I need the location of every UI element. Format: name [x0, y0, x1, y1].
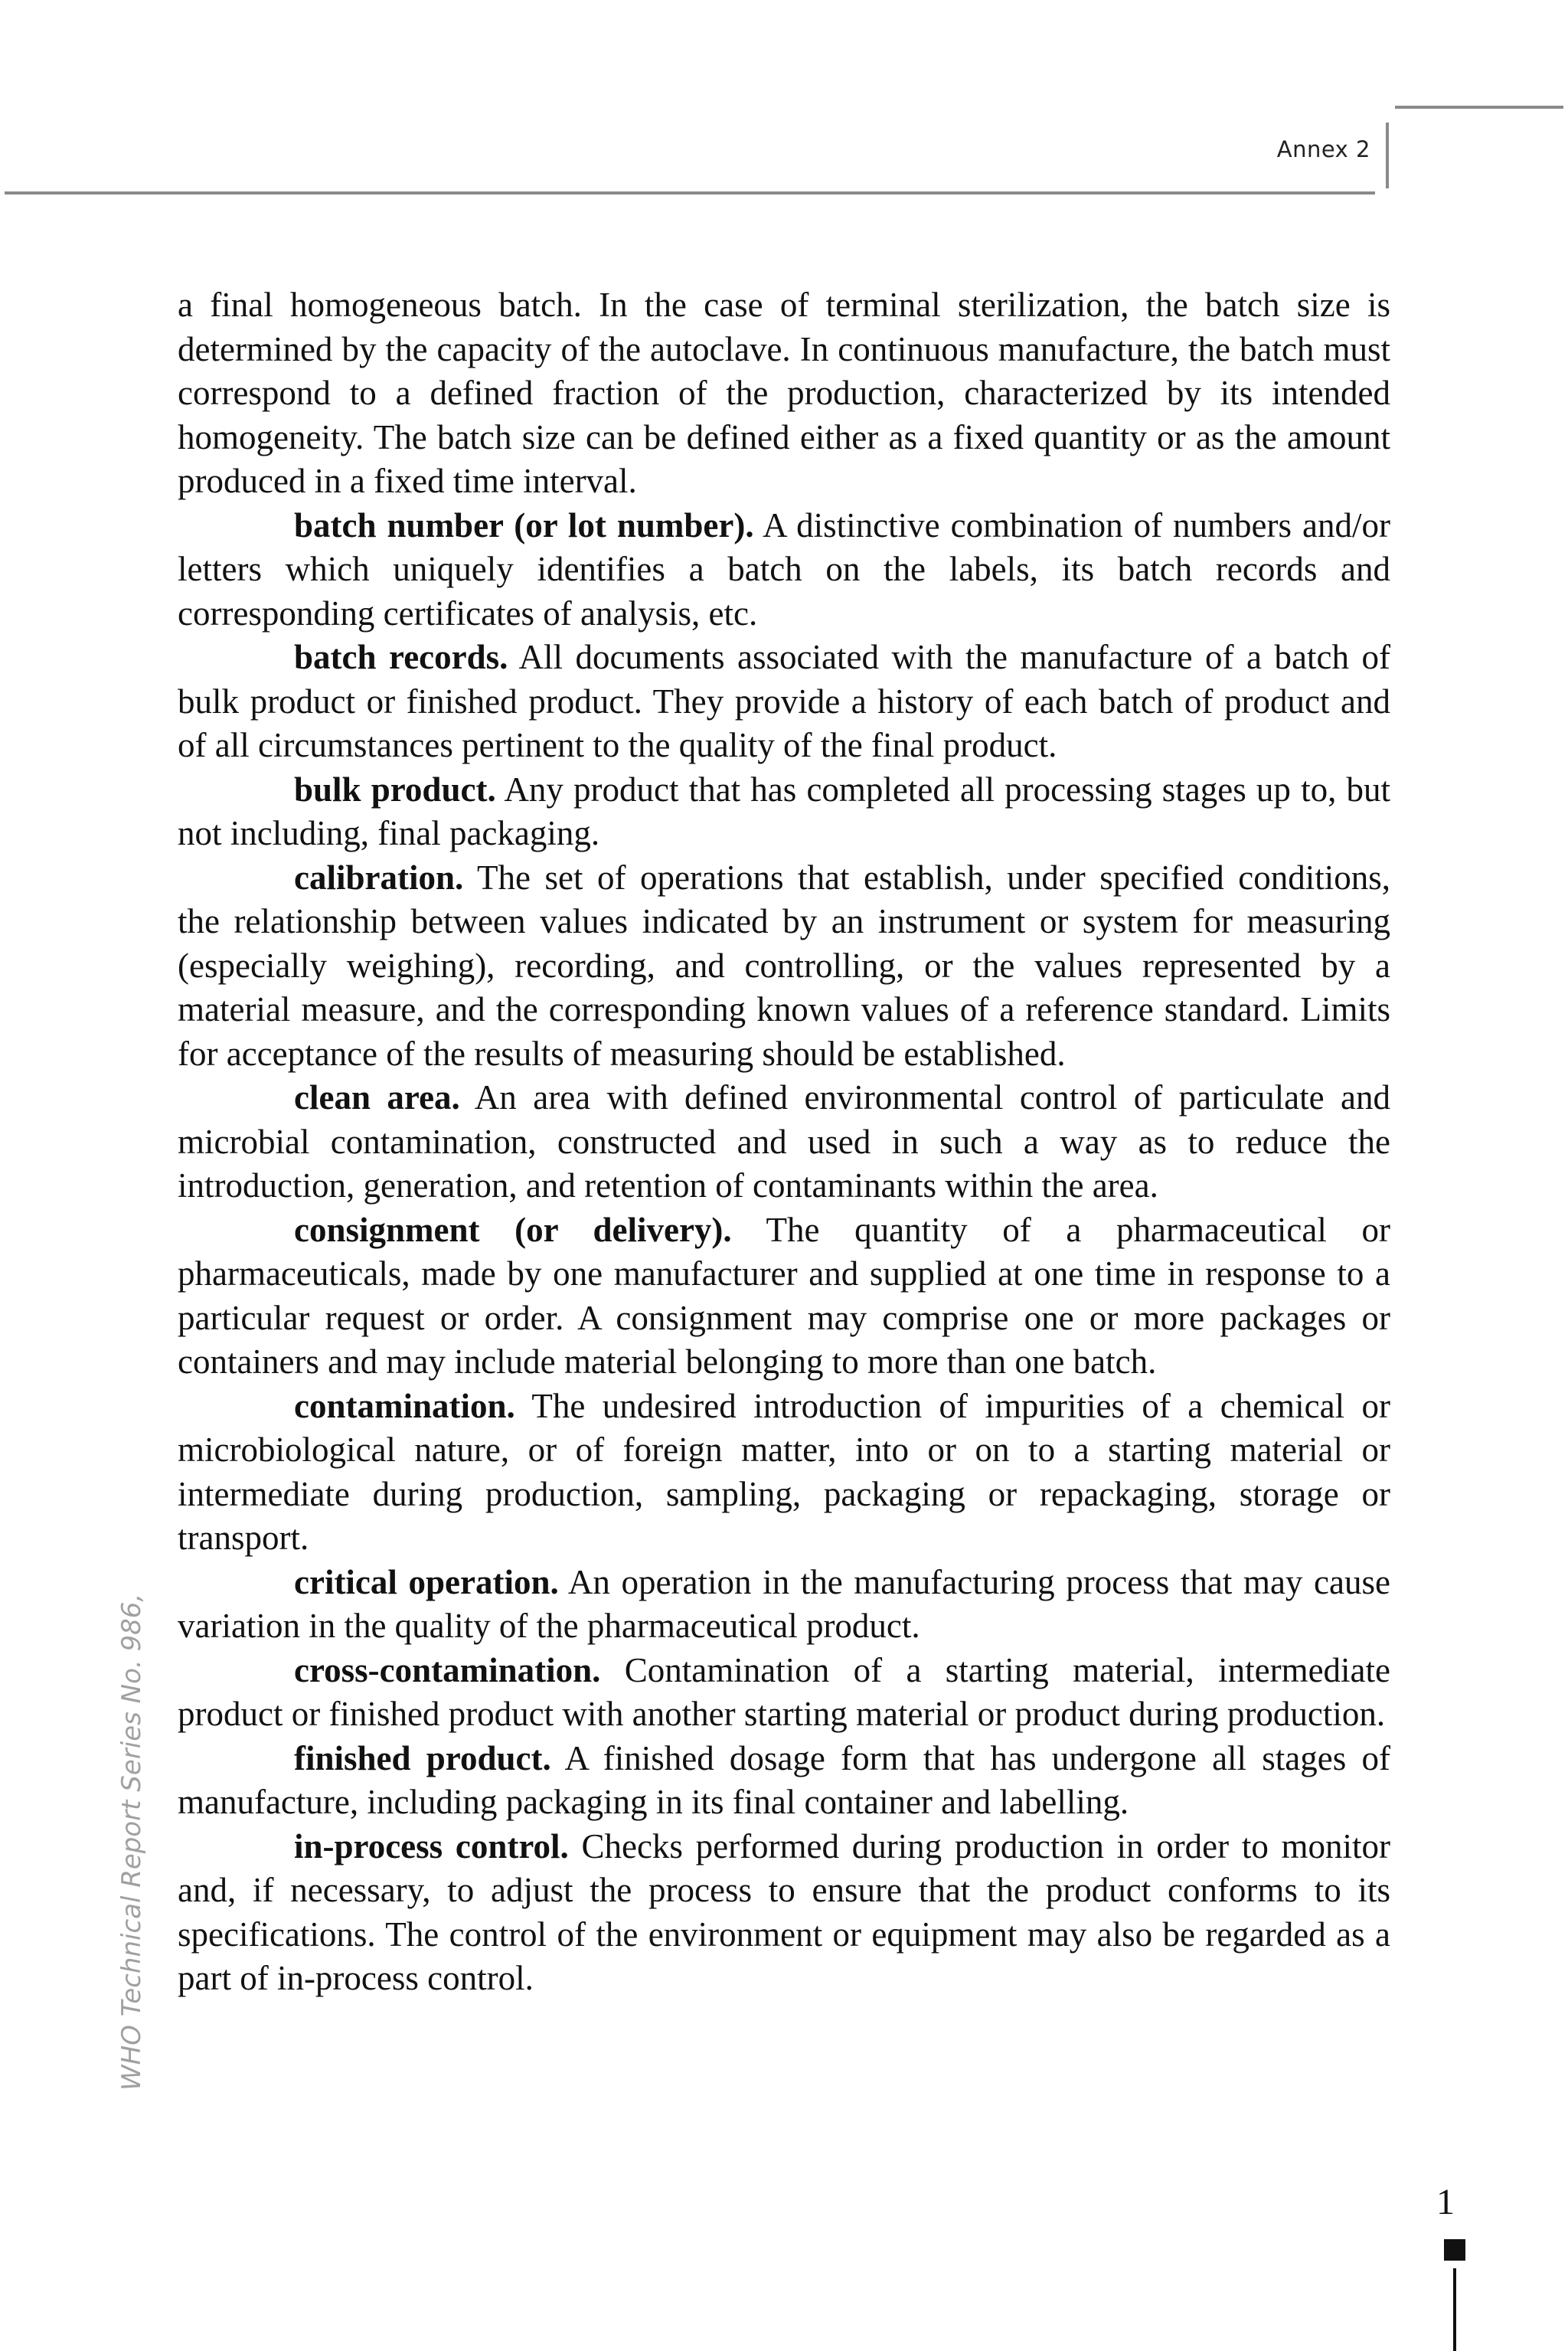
page-number: 1 [1436, 2182, 1455, 2222]
glossary-term: critical operation. [294, 1562, 559, 1601]
glossary-definition: An operation in the manufacturing process that may cause variation in the quality of the pharmaceutical product. [178, 1562, 1390, 1645]
folio-marker [1444, 2239, 1465, 2261]
side-running-title: WHO Technical Report Series No. 986, [116, 1593, 147, 2091]
header-rule-top-right [1395, 106, 1563, 109]
glossary-definition: A finished dosage form that has undergone all stages of manufacture, including packaging in its final container and labelling. [178, 1738, 1390, 1821]
glossary-definition: Any product that has completed all processing stages up to, but not including, final packaging. [178, 770, 1390, 852]
glossary-term: contamination. [294, 1386, 515, 1425]
running-head: Annex 2 [1276, 136, 1370, 162]
glossary-definition: Checks performed during production in order to monitor and, if necessary, to adjust the process to ensure that the product conforms to its specifications. The control of the environment or equipment may also be regarded as a part of in-process control. [178, 1826, 1390, 1997]
glossary-definition: A distinctive combination of numbers and/or letters which uniquely identifies a batch on the labels, its batch records and corresponding certificates of analysis, etc. [178, 505, 1390, 633]
glossary-entry-clean-area [178, 1076, 1390, 1208]
glossary-term: bulk product. [294, 770, 496, 809]
glossary-entry-bulk-product [178, 768, 1390, 856]
glossary-entry-cross-contamination [178, 1649, 1390, 1737]
glossary-term: clean area. [294, 1078, 460, 1117]
glossary-definition: An area with defined environmental control of particulate and microbial contamination, constructed and used in such a way as to reduce the introduction, generation, and retention of contaminants within the area. [178, 1078, 1390, 1205]
glossary-term: batch records. [294, 638, 508, 676]
folio-rule [1453, 2268, 1456, 2351]
glossary-definition: The quantity of a pharmaceutical or pharmaceuticals, made by one manufacturer and supplied at one time in response to a particular request or order. A consignment may comprise one or more packages or containers and may include material belonging to more than one batch. [178, 1210, 1390, 1381]
glossary-definition: Contamination of a starting material, intermediate product or finished product with another starting material or product during production. [178, 1650, 1391, 1733]
glossary-definition: All documents associated with the manufacture of a batch of bulk product or finished product. They provide a history of each batch of product and of all circumstances pertinent to the quality of the final product. [178, 638, 1390, 764]
glossary-term: consignment (or delivery). [294, 1210, 732, 1249]
glossary-term: batch number (or lot number). [294, 505, 754, 544]
intro-paragraph: a final homogeneous batch. In the case of terminal sterilization, the batch size is determined by the capacity of the autoclave. In continuous manufacture, the batch must correspond to a defined fraction of the production, characterized by its intended homogeneity. The batch size can be defined either as a fixed quantity or as the amount produced in a fixed time interval. [178, 286, 1390, 500]
glossary-definition: The undesired introduction of impurities of a chemical or microbiological nature, or of foreign matter, into or on to a starting material or intermediate during production, sampling, packaging or repackaging, storage or transport. [178, 1386, 1391, 1557]
glossary-entry-in-process-control [178, 1825, 1390, 2001]
glossary-term: in-process control. [294, 1826, 569, 1865]
glossary-entry-contamination [178, 1385, 1390, 1561]
glossary-entry-finished-product [178, 1737, 1390, 1825]
glossary-entry-batch-number [178, 504, 1390, 636]
glossary-entry-batch-records [178, 636, 1390, 768]
header-rule [5, 191, 1375, 195]
glossary-entry-consignment [178, 1208, 1390, 1385]
glossary-term: calibration. [294, 858, 464, 897]
glossary-entry-critical-operation [178, 1561, 1390, 1649]
header-rule-vertical [1386, 123, 1389, 188]
glossary-term: finished product. [294, 1738, 551, 1777]
glossary-term: cross-contamination. [294, 1650, 601, 1689]
page-body [178, 283, 1390, 2001]
glossary-definition: The set of operations that establish, under specified conditions, the relationship between values indicated by an instrument or system for measuring (especially weighing), recording, and controlling, or the values represented by a material measure, and the corresponding known values of a reference standard. Limits for acceptance of the results of measuring should be established. [178, 858, 1391, 1073]
glossary-entry-calibration [178, 856, 1390, 1077]
